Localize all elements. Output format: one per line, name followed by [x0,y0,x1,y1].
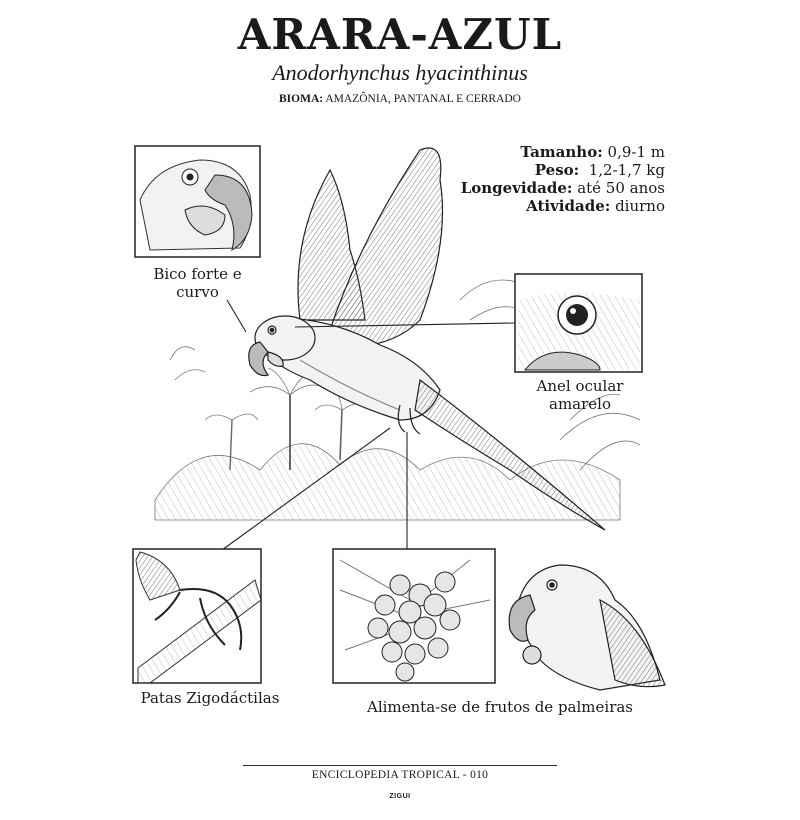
series-footer: ENCICLOPEDIA TROPICAL - 010 [311,769,489,781]
eye-closeup-panel [515,274,642,372]
fact-label: Peso: [534,161,580,179]
caption-line: curvo [176,283,219,301]
beak-closeup-panel [135,146,260,257]
fact-value: diurno [615,197,665,215]
macaw-eating [509,565,665,690]
fact-value: 0,9-1 m [607,143,665,161]
fact-activity [461,197,665,215]
food-caption: Alimenta-se de frutos de palmeiras [366,698,634,716]
feet-closeup-panel [133,549,261,683]
caption-line: Anel ocular [536,377,624,395]
feet-caption: Patas Zigodáctilas [140,689,280,707]
footer-divider [243,765,557,766]
fact-value: até 50 anos [577,179,665,197]
fact-value: 1,2-1,7 kg [588,161,665,179]
beak-caption [135,265,260,301]
fact-label: Atividade: [526,197,611,215]
fruit-closeup-panel [333,549,495,683]
fact-longevity [461,179,665,197]
fact-weight [461,161,665,179]
scientific-name: Anodorhynchus hyacinthinus [272,60,528,85]
page-title: ARARA-AZUL [237,10,563,59]
facts-box [461,143,665,215]
fact-size [461,143,665,161]
biome-value: AMAZÔNIA, PANTANAL E CERRADO [325,93,521,105]
caption-line: amarelo [549,395,611,413]
biome-line [0,93,800,105]
eye-caption [510,377,650,413]
caption-line: Bico forte e [153,265,242,283]
fact-label: Tamanho: [520,143,603,161]
artist-signature: ZIGUI [389,793,411,800]
fact-label: Longevidade: [460,179,573,197]
biome-label: BIOMA: [279,93,324,105]
